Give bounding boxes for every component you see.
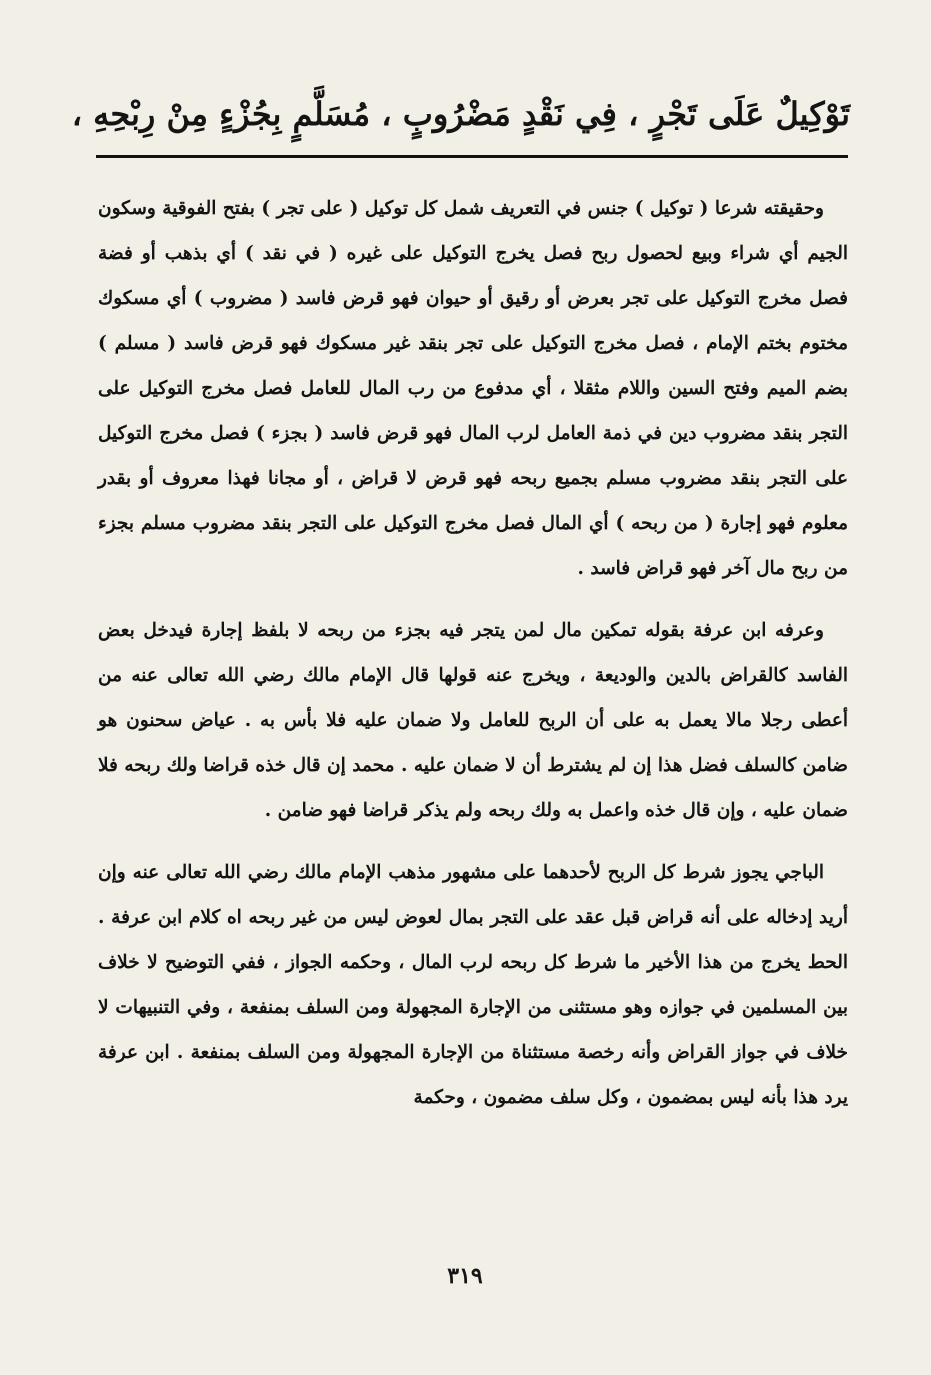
paragraph-definition: وحقيقته شرعا ( توكيل ) جنس في التعريف شمل كل توكيل ( على تجر ) بفتح الفوقية وسكون الجيم أي شراء وبيع لحصول ربح فصل يخرج التوكيل على غيره ( في نقد ) أي بذهب أو فضة فصل مخرج التوكيل على تجر بعرض أو رقيق أو حيوان فهو قرض فاسد ( مضروب ) أي مسكوك مختوم بختم الإمام ، فصل مخرج التوكيل على تجر بنقد غير مسكوك فهو قرض فاسد ( مسلم ) بضم الميم وفتح السين واللام مثقلا ، أي مدفوع من رب المال للعامل فصل مخرج التوكيل على التجر بنقد مضروب دين في ذمة العامل لرب المال فهو قرض فاسد ( بجزء ) فصل مخرج التوكيل على التجر بنقد مضروب مسلم بجميع ربحه فهو قرض لا قراض ، أو مجانا فهذا معروف أو بقدر معلوم فهو إجارة ( من ربحه ) أي المال فصل مخرج التوكيل على التجر بنقد مضروب مسلم بجزء من ربح مال آخر فهو قراض فاسد . <box>98 198 848 579</box>
paragraph-al-baji: الباجي يجوز شرط كل الربح لأحدهما على مشهور مذهب الإمام مالك رضي الله تعالى عنه وإن أريد إدخاله على أنه قراض قبل عقد على التجر بمال لعوض ليس من غير ربحه اه كلام ابن عرفة . الحط يخرج من هذا الأخير ما شرط كل ربحه لرب المال ، وحكمه الجواز ، ففي التوضيح لا خلاف بين المسلمين في جوازه وهو مستثنى من الإجارة المجهولة ومن السلف بمنفعة ، وفي التنبيهات لا خلاف في جواز القراض وأنه رخصة مستثناة من الإجارة المجهولة ومن السلف بمنفعة . ابن عرفة يرد هذا بأنه ليس بمضمون ، وكل سلف مضمون ، وحكمة <box>98 862 848 1108</box>
body-text <box>98 186 848 1120</box>
running-heading: تَوْكِيلٌ عَلَى تَجْرٍ ، فِي نَقْدٍ مَضْرُوبٍ ، مُسَلَّمٍ بِجُزْءٍ مِنْ رِبْحِهِ ، <box>71 95 850 133</box>
heading-rule <box>96 155 848 158</box>
page-number: ٣١٩ <box>447 1263 483 1289</box>
paragraph-ibn-arafa: وعرفه ابن عرفة بقوله تمكين مال لمن يتجر فيه بجزء من ربحه لا بلفظ إجارة فيدخل بعض الفاسد كالقراض بالدين والوديعة ، ويخرج عنه قولها قال الإمام مالك رضي الله تعالى عنه من أعطى رجلا مالا يعمل به على أن الربح للعامل ولا ضمان عليه فلا بأس به . عياض سحنون هو ضامن كالسلف فضل هذا إن لم يشترط أن لا ضمان عليه . محمد إن قال خذه قراضا ولك ربحه فلا ضمان عليه ، وإن قال خذه واعمل به ولك ربحه ولم يذكر قراضا فهو ضامن . <box>98 620 848 821</box>
